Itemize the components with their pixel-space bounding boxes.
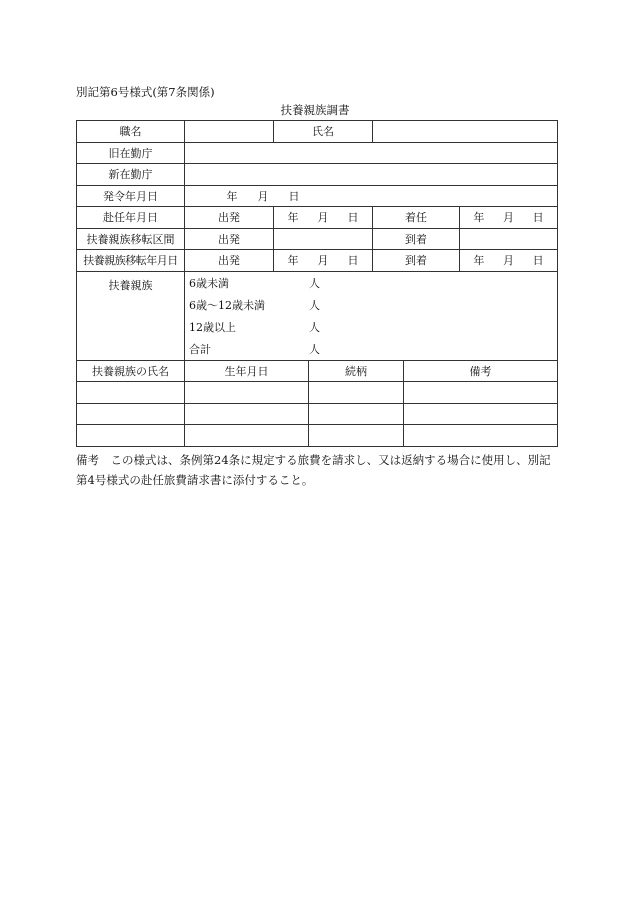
dependent-group-row — [189, 272, 553, 294]
relation-cell[interactable] — [309, 382, 404, 404]
dependents-list-header — [77, 360, 558, 382]
year-unit: 年 — [226, 189, 238, 203]
relation-cell[interactable] — [309, 403, 404, 425]
dependent-group-label: 合計 — [189, 342, 211, 356]
name-label: 氏名 — [274, 121, 373, 143]
birth-date-cell[interactable] — [185, 382, 309, 404]
dep-name-cell[interactable] — [77, 425, 185, 447]
remarks-cell[interactable] — [404, 382, 558, 404]
document-title: 扶養親族調書 — [280, 103, 350, 117]
month-unit: 月 — [257, 189, 269, 203]
new-office-field[interactable] — [185, 164, 558, 186]
move-arrive-date-field[interactable] — [460, 250, 558, 272]
year-unit: 年 — [473, 211, 485, 225]
table-row — [77, 425, 558, 447]
arrive-label: 到着 — [373, 250, 460, 272]
depart-label: 出発 — [185, 207, 274, 229]
move-section-label: 扶養親族移転区間 — [77, 228, 185, 250]
birth-date-header: 生年月日 — [185, 360, 309, 382]
depart-date-field[interactable] — [274, 207, 373, 229]
arrive-place-field[interactable] — [460, 228, 558, 250]
order-date-label: 発令年月日 — [77, 185, 185, 207]
day-unit: 日 — [288, 189, 300, 203]
row-old-office — [77, 142, 558, 164]
relation-cell[interactable] — [309, 425, 404, 447]
depart-label: 出発 — [185, 250, 274, 272]
month-unit: 月 — [317, 211, 329, 225]
arrive-label: 到着 — [373, 228, 460, 250]
name-field[interactable] — [373, 121, 558, 143]
dep-name-cell[interactable] — [77, 403, 185, 425]
day-unit: 日 — [532, 211, 544, 225]
dependents-label: 扶養親族 — [77, 271, 185, 360]
year-unit: 年 — [287, 254, 299, 268]
day-unit: 日 — [532, 254, 544, 268]
person-unit: 人 — [309, 320, 320, 334]
table-row — [77, 382, 558, 404]
move-date-label: 扶養親族移転年月日 — [77, 250, 185, 272]
old-office-label: 旧在勤庁 — [77, 142, 185, 164]
year-unit: 年 — [473, 254, 485, 268]
dep-name-header: 扶養親族の氏名 — [77, 360, 185, 382]
row-move-section — [77, 228, 558, 250]
row-new-office — [77, 164, 558, 186]
person-unit: 人 — [309, 342, 320, 356]
person-unit: 人 — [309, 298, 320, 312]
dependents-form-table — [76, 120, 558, 447]
move-depart-date-field[interactable] — [274, 250, 373, 272]
form-number-heading: 別記第6号様式(第7条関係) — [76, 85, 215, 99]
month-unit: 月 — [317, 254, 329, 268]
position-label: 職名 — [77, 121, 185, 143]
new-office-label: 新在勤庁 — [77, 164, 185, 186]
arrive-post-label: 着任 — [373, 207, 460, 229]
assign-date-label: 赴任年月日 — [77, 207, 185, 229]
dependent-group-row — [189, 294, 553, 316]
position-field[interactable] — [185, 121, 274, 143]
row-dependents-count — [77, 271, 558, 360]
day-unit: 日 — [347, 211, 359, 225]
remarks-note: 備考 この様式は、条例第24条に規定する旅費を請求し、又は返納する場合に使用し、別記第4号様式の赴任旅費請求書に添付すること。 — [76, 453, 551, 487]
dependents-count-field[interactable] — [185, 271, 558, 360]
dependent-group-row — [189, 338, 553, 360]
dependent-group-label: 12歳以上 — [189, 320, 236, 334]
remarks-cell[interactable] — [404, 425, 558, 447]
relation-header: 続柄 — [309, 360, 404, 382]
birth-date-cell[interactable] — [185, 425, 309, 447]
row-order-date — [77, 185, 558, 207]
year-unit: 年 — [287, 211, 299, 225]
dep-name-cell[interactable] — [77, 382, 185, 404]
person-unit: 人 — [309, 276, 320, 290]
order-date-field[interactable] — [185, 185, 558, 207]
remarks-cell[interactable] — [404, 403, 558, 425]
dependent-group-label: 6歳未満 — [189, 276, 229, 290]
month-unit: 月 — [502, 211, 514, 225]
row-position-name — [77, 121, 558, 143]
depart-place-field[interactable] — [274, 228, 373, 250]
depart-label: 出発 — [185, 228, 274, 250]
row-assign-date — [77, 207, 558, 229]
arrive-post-date-field[interactable] — [460, 207, 558, 229]
dependent-group-label: 6歳～12歳未満 — [189, 298, 265, 312]
day-unit: 日 — [347, 254, 359, 268]
old-office-field[interactable] — [185, 142, 558, 164]
table-row — [77, 403, 558, 425]
month-unit: 月 — [502, 254, 514, 268]
remarks-header: 備考 — [404, 360, 558, 382]
row-move-date — [77, 250, 558, 272]
birth-date-cell[interactable] — [185, 403, 309, 425]
dependent-group-row — [189, 316, 553, 338]
